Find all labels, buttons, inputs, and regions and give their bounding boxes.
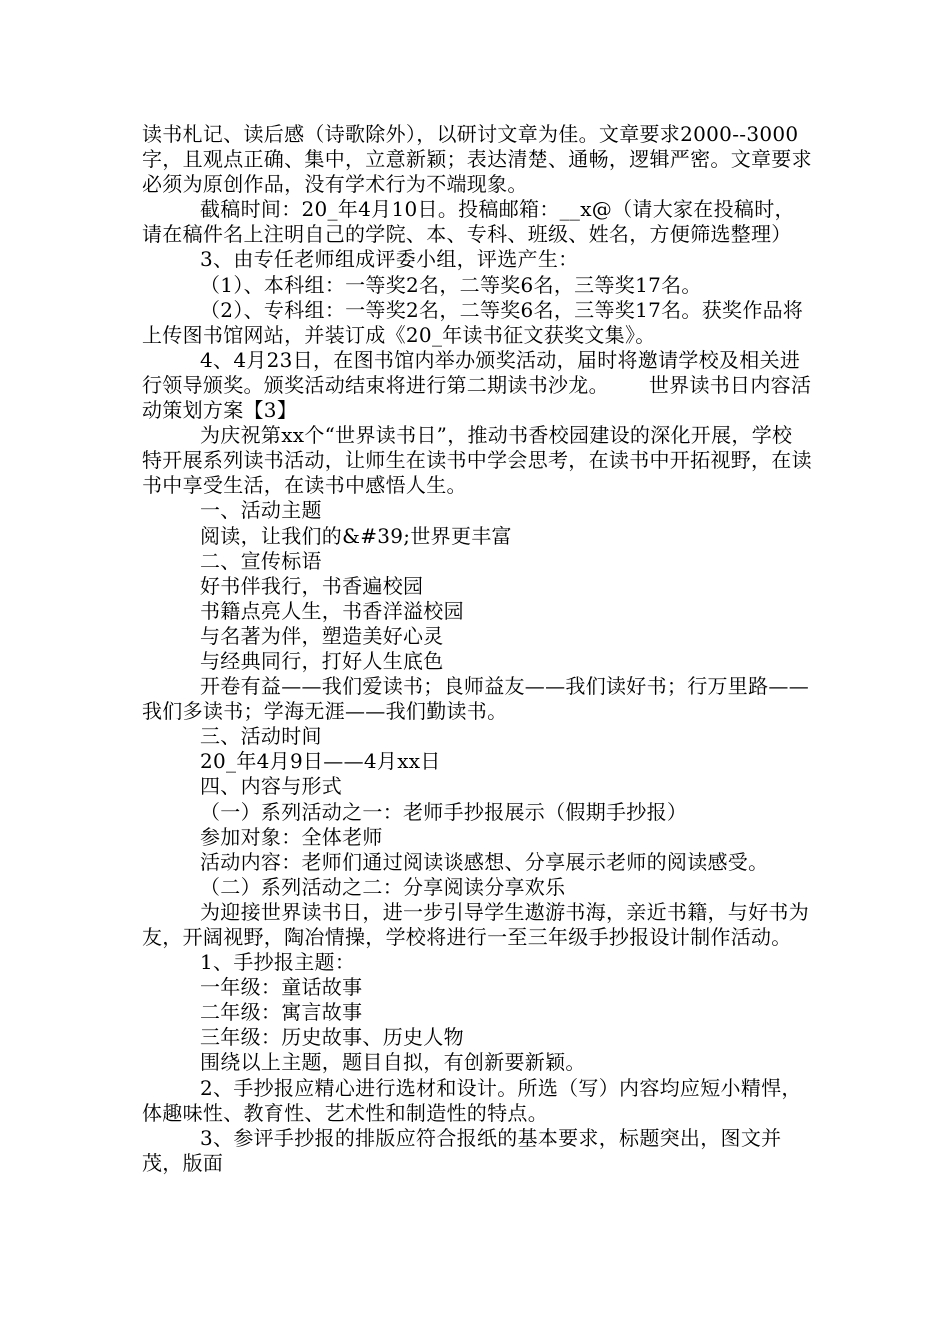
slogan: 好书伴我行，书香遍校园	[200, 573, 424, 598]
paragraph: 4、4月23日，在图书馆内举办颁奖活动，届时将邀请学校及相关进行领导颁奖。颁奖活动结束将进行第二期读书沙龙。 世界读书日内容活动策划方案【3】	[142, 347, 812, 423]
paragraph: 参加对象：全体老师	[200, 824, 383, 849]
paragraph: 3、由专任老师组成评委小组，评选产生：	[200, 247, 579, 272]
paragraph: 1、手抄报主题：	[200, 950, 356, 975]
list-item: 一年级：童话故事	[200, 975, 363, 1000]
paragraph: 读书札记、读后感（诗歌除外），以研讨文章为佳。文章要求2000--3000字，且观点正确、集中，立意新颖；表达清楚、通畅，逻辑严密。文章要求必须为原创作品，没有学术行为不端现象。	[142, 122, 812, 197]
paragraph: （1）、本科组：一等奖2名，二等奖6名，三等奖17名。	[200, 272, 702, 297]
section-heading: 一、活动主题	[200, 498, 322, 523]
section-heading: 三、活动时间	[200, 724, 322, 749]
list-item: 三年级：历史故事、历史人物	[200, 1025, 464, 1050]
section-heading: 四、内容与形式	[200, 774, 343, 799]
paragraph: 活动内容：老师们通过阅读谈感想、分享展示老师的阅读感受。	[200, 849, 769, 874]
list-item: 二年级：寓言故事	[200, 1000, 363, 1025]
subsection-heading: （一）系列活动之一：老师手抄报展示（假期手抄报）	[200, 799, 688, 824]
document-body	[142, 122, 812, 1176]
section-heading: 二、宣传标语	[200, 548, 322, 573]
paragraph: 围绕以上主题，题目自拟，有创新要新颖。	[200, 1050, 586, 1075]
subsection-heading: （二）系列活动之二：分享阅读分享欢乐	[200, 874, 566, 899]
slogan: 与名著为伴，塑造美好心灵	[200, 623, 444, 648]
paragraph: 阅读，让我们的&#39;世界更丰富	[200, 523, 512, 548]
paragraph: 截稿时间：20_年4月10日。投稿邮箱：__x@（请大家在投稿时，请在稿件名上注明自己的学院、本、专科、班级、姓名，方便筛选整理）	[142, 197, 795, 247]
paragraph: 为迎接世界读书日，进一步引导学生遨游书海，亲近书籍，与好书为友，开阔视野，陶冶情操，学校将进行一至三年级手抄报设计制作活动。	[142, 899, 809, 949]
paragraph: 2、手抄报应精心进行选材和设计。所选（写）内容均应短小精悍，体趣味性、教育性、艺术性和制造性的特点。	[142, 1075, 802, 1125]
slogan: 开卷有益——我们爱读书；良师益友——我们读好书；行万里路——我们多读书；学海无涯——我们勤读书。	[142, 674, 809, 724]
slogan: 与经典同行，打好人生底色	[200, 648, 444, 673]
paragraph: 为庆祝第xx个“世界读书日”，推动书香校园建设的深化开展，学校特开展系列读书活动，让师生在读书中学会思考，在读书中开拓视野，在读书中享受生活，在读书中感悟人生。	[142, 423, 812, 498]
slogan: 书籍点亮人生，书香洋溢校园	[200, 598, 464, 623]
paragraph: 3、参评手抄报的排版应符合报纸的基本要求，标题突出，图文并茂，版面	[142, 1125, 782, 1175]
paragraph: 20_年4月9日——4月xx日	[200, 749, 441, 774]
paragraph: （2）、专科组：一等奖2名，二等奖6名，三等奖17名。获奖作品将上传图书馆网站，并装订成《20_年读书征文获奖文集》。	[142, 297, 804, 347]
